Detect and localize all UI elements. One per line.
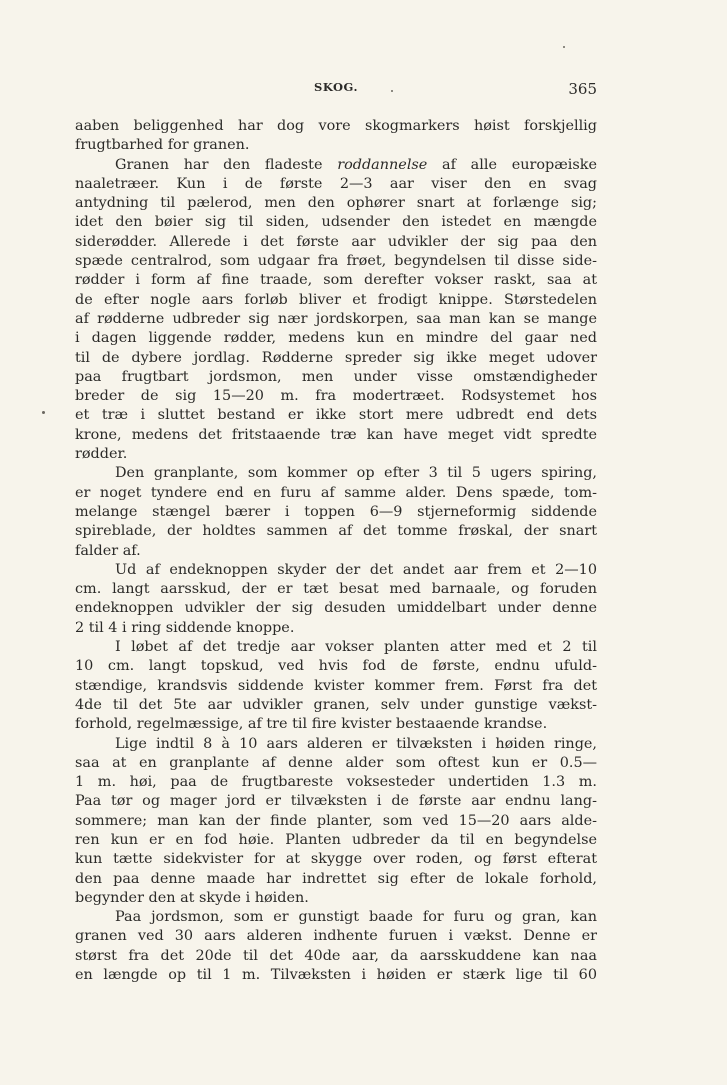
text-run: stændige, krandsvis siddende kvister kommer frem. Først fra det	[75, 677, 597, 694]
text-line	[75, 831, 597, 850]
text-run: krone, medens det fritstaaende træ kan have meget vidt spredte	[75, 426, 597, 443]
text-run: af rødderne udbreder sig nær jordskorpen, saa man kan se mange	[75, 310, 597, 327]
text-line	[75, 213, 597, 232]
text-line	[75, 484, 597, 503]
paragraph	[75, 735, 597, 909]
scan-speck	[563, 46, 565, 48]
text-run: den paa denne maade har indrettet sig efter de lokale forhold,	[75, 870, 597, 887]
text-line	[75, 156, 597, 175]
text-run: begynder den at skyde i høiden.	[75, 889, 309, 906]
text-line	[75, 252, 597, 271]
text-run: Paa tør og mager jord er tilvæksten i de første aar endnu lang-	[75, 793, 597, 810]
text-line	[75, 947, 597, 966]
text-line	[75, 657, 597, 676]
text-run: naaletræer. Kun i de første 2—3 aar viser den en svag	[75, 175, 597, 192]
text-run: forhold, regelmæssige, af tre til fire kvister bestaaende krandse.	[75, 716, 548, 733]
text-line	[75, 233, 597, 252]
text-line	[75, 542, 597, 561]
paragraph	[75, 156, 597, 465]
text-run: falder af.	[75, 542, 141, 559]
page-header	[75, 80, 597, 100]
text-run: idet den bøier sig til siden, udsender den istedet en mængde	[75, 214, 597, 231]
text-line	[75, 136, 597, 155]
running-head: SKOG.	[314, 80, 358, 94]
text-run: 1 m. høi, paa de frugtbareste voksesteder undertiden 1.3 m.	[75, 774, 597, 791]
text-line	[75, 522, 597, 541]
text-line	[75, 966, 597, 985]
text-line	[75, 464, 597, 483]
text-line	[75, 271, 597, 290]
text-run: rødder.	[75, 446, 128, 463]
text-run: 4de til det 5te aar udvikler granen, selv under gunstige vækst-	[75, 696, 597, 713]
text-run: granen ved 30 aars alderen indhente furuen i vækst. Denne er	[75, 928, 597, 945]
text-run: endeknoppen udvikler der sig desuden umiddelbart under denne	[75, 600, 597, 617]
text-run: I løbet af det tredje aar vokser planten atter med et 2 til	[115, 639, 597, 656]
page-number: 365	[568, 80, 597, 98]
text-run: en længde op til 1 m. Tilvæksten i høiden er stærk lige til 60	[75, 967, 597, 984]
text-line	[75, 889, 597, 908]
scan-speck	[42, 411, 45, 414]
text-run: de efter nogle aars forløb bliver et frodigt knippe. Størstedelen	[75, 291, 597, 308]
text-run: Den granplante, som kommer op efter 3 til 5 ugers spiring,	[115, 465, 597, 482]
text-line	[75, 677, 597, 696]
text-line	[75, 503, 597, 522]
text-run: Paa jordsmon, som er gunstigt baade for furu og gran, kan	[115, 909, 597, 926]
text-run: frugtbarhed for granen.	[75, 137, 250, 154]
text-run: 2 til 4 i ring siddende knoppe.	[75, 619, 295, 636]
text-line	[75, 792, 597, 811]
text-line	[75, 850, 597, 869]
text-line	[75, 561, 597, 580]
text-run: Ud af endeknoppen skyder der det andet aar frem et 2—10	[115, 561, 597, 578]
paragraph	[75, 638, 597, 734]
text-line	[75, 368, 597, 387]
text-line	[75, 426, 597, 445]
text-line	[75, 870, 597, 889]
text-line	[75, 908, 597, 927]
italic-term: roddannelse	[337, 156, 428, 173]
text-run: paa frugtbart jordsmon, men under visse omstændigheder	[75, 368, 597, 385]
text-run: til de dybere jordlag. Rødderne spreder sig ikke meget udover	[75, 349, 597, 366]
text-line	[75, 580, 597, 599]
text-run: cm. langt aarsskud, der er tæt besat med barnaale, og foruden	[75, 581, 597, 598]
text-run: aaben beliggenhed har dog vore skogmarkers høist forskjellig	[75, 118, 597, 134]
text-line	[75, 406, 597, 425]
text-line	[75, 445, 597, 464]
text-run: rødder i form af fine traade, som derefter vokser raskt, saa at	[75, 272, 597, 289]
text-run: kun tætte sidekvister for at skygge over roden, og først efterat	[75, 851, 597, 868]
text-line	[75, 638, 597, 657]
text-line	[75, 812, 597, 831]
text-run: i dagen liggende rødder, medens kun en mindre del gaar ned	[75, 330, 597, 347]
text-run: breder de sig 15—20 m. fra modertræet. Rodsystemet hos	[75, 388, 597, 405]
paragraph	[75, 908, 597, 985]
text-line	[75, 754, 597, 773]
text-line	[75, 599, 597, 618]
text-run: Lige indtil 8 à 10 aars alderen er tilvæksten i høiden ringe,	[115, 735, 597, 752]
text-line	[75, 619, 597, 638]
text-line	[75, 310, 597, 329]
text-run: et træ i sluttet bestand er ikke stort mere udbredt end dets	[75, 407, 597, 424]
text-line	[75, 349, 597, 368]
text-line	[75, 117, 597, 136]
text-run: melange stængel bærer i toppen 6—9 stjerneformig siddende	[75, 503, 597, 520]
text-line	[75, 735, 597, 754]
body-text	[75, 117, 597, 985]
text-line	[75, 175, 597, 194]
text-line	[75, 329, 597, 348]
text-run: saa at en granplante af denne alder som oftest kun er 0.5—	[75, 754, 597, 771]
paragraph	[75, 561, 597, 638]
text-line	[75, 715, 597, 734]
text-run: spireblade, der holdtes sammen af det tomme frøskal, der snart	[75, 523, 597, 540]
text-run: størst fra det 20de til det 40de aar, da aarsskuddene kan naa	[75, 947, 597, 964]
text-run: Granen har den fladeste	[115, 156, 338, 173]
text-run: af alle europæiske	[427, 156, 597, 173]
text-line	[75, 927, 597, 946]
text-run: 10 cm. langt topskud, ved hvis fod de første, endnu ufuld-	[75, 658, 597, 675]
text-run: siderødder. Allerede i det første aar udvikler der sig paa den	[75, 233, 597, 250]
paragraph	[75, 464, 597, 560]
text-run: sommere; man kan der finde planter, som ved 15—20 aars alde-	[75, 812, 597, 829]
text-line	[75, 194, 597, 213]
text-line	[75, 696, 597, 715]
paragraph	[75, 117, 597, 156]
text-line	[75, 773, 597, 792]
text-line	[75, 291, 597, 310]
text-run: spæde centralrod, som udgaar fra frøet, begyndelsen til disse side-	[75, 253, 597, 270]
text-run: ren kun er en fod høie. Planten udbreder da til en begyndelse	[75, 831, 597, 848]
text-run: antydning til pælerod, men den ophører snart at forlænge sig;	[75, 195, 597, 212]
text-run: er noget tyndere end en furu af samme alder. Dens spæde, tom-	[75, 484, 597, 501]
text-line	[75, 387, 597, 406]
